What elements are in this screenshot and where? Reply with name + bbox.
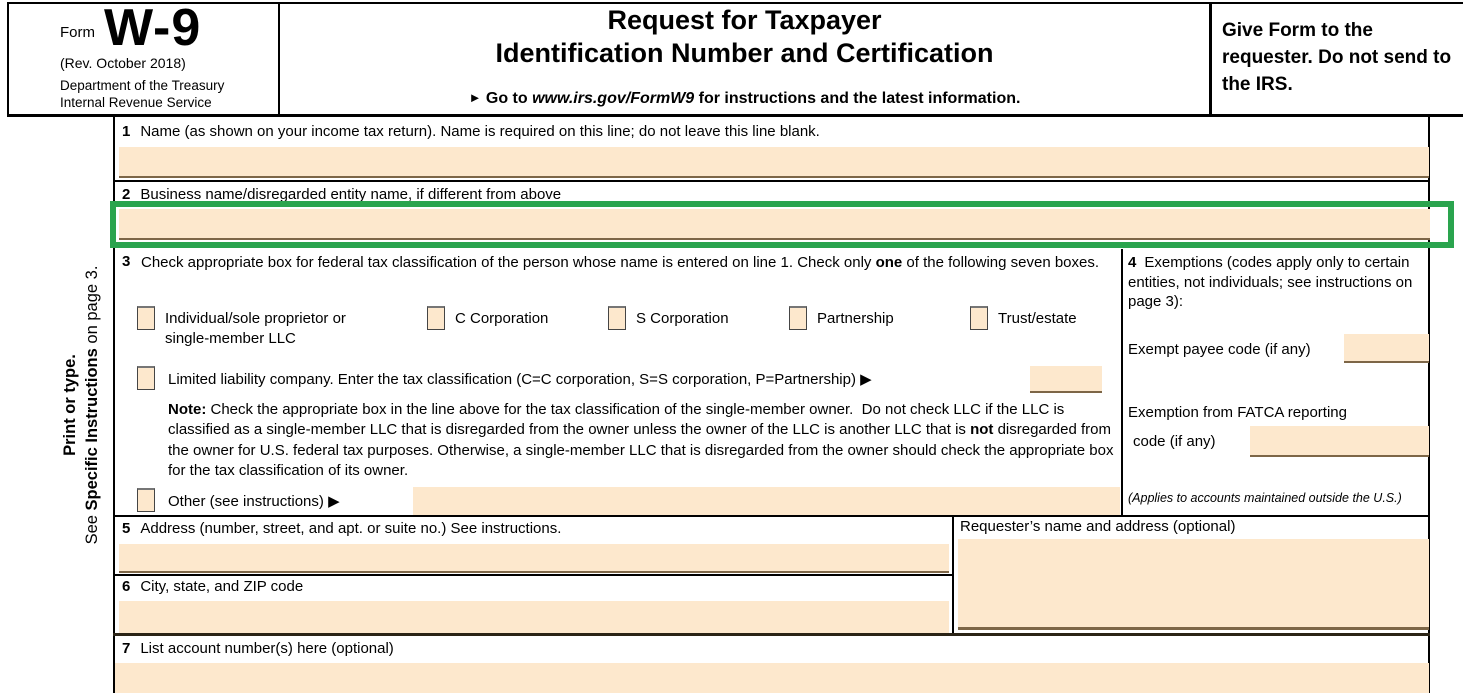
line3-label: Check appropriate box for federal tax classification of the person whose name is entered on line 1. Check only one of the following seven boxes. bbox=[141, 254, 1100, 271]
fatca-label-line2: code (if any) bbox=[1133, 433, 1216, 450]
option-partnership bbox=[789, 306, 894, 330]
llc-note: Note: Check the appropriate box in the line above for the tax classification of the single-member owner. Do not check LLC if the LLC is classified as a single-member LLC that is disregarded from the owner unless the owner of the LLC is another LLC that is not disregarded from the owner for U.S. federal tax purposes. Otherwise, a single-member LLC that is disregarded from the owner should check the appropriate box for the tax classification of its owner. bbox=[168, 401, 1114, 479]
individual-label: Individual/sole proprietor or single-member LLC bbox=[165, 310, 346, 347]
individual-checkbox[interactable] bbox=[137, 306, 155, 330]
row6-bottom-border bbox=[113, 633, 1430, 636]
row5-bottom-border bbox=[113, 574, 952, 576]
business-name-input[interactable] bbox=[119, 209, 1430, 240]
option-trust-estate bbox=[970, 306, 1077, 330]
form-title bbox=[280, 4, 1209, 70]
requester-divider bbox=[952, 517, 954, 636]
header-divider-2 bbox=[1209, 2, 1212, 115]
fatca-code-input[interactable] bbox=[1250, 426, 1429, 457]
s-corporation-checkbox[interactable] bbox=[608, 306, 626, 330]
line1-label: 1 Name (as shown on your income tax return). Name is required on this line; do not leave this line blank. bbox=[122, 123, 820, 140]
line5-label: 5 Address (number, street, and apt. or suite no.) See instructions. bbox=[122, 520, 562, 537]
c-corporation-label: C Corporation bbox=[455, 310, 549, 327]
name-input[interactable] bbox=[119, 147, 1429, 178]
fatca-label-line1: Exemption from FATCA reporting bbox=[1128, 404, 1347, 421]
line2-label: 2 Business name/disregarded entity name, if different from above bbox=[122, 186, 562, 203]
header-bottom-border bbox=[7, 114, 1463, 117]
row1-bottom-border bbox=[113, 180, 1430, 182]
llc-label: Limited liability company. Enter the tax classification (C=C corporation, S=S corporation, P=Partnership) ▶ bbox=[168, 371, 872, 388]
city-state-zip-input[interactable] bbox=[119, 601, 949, 633]
row3-bottom-border bbox=[113, 515, 1430, 517]
department-line: Department of the Treasury bbox=[60, 78, 225, 93]
other-input[interactable] bbox=[413, 487, 1120, 515]
applies-note: (Applies to accounts maintained outside the U.S.) bbox=[1128, 491, 1402, 505]
form-title-line1: Request for Taxpayer bbox=[607, 5, 882, 35]
llc-arrow-icon: ▶ bbox=[860, 371, 872, 388]
exempt-payee-code-input[interactable] bbox=[1344, 334, 1429, 363]
llc-classification-input[interactable] bbox=[1030, 366, 1102, 393]
llc-checkbox[interactable] bbox=[137, 366, 155, 390]
other-checkbox[interactable] bbox=[137, 488, 155, 512]
form-number: W-9 bbox=[104, 0, 202, 57]
goto-line: ► Go to www.irs.gov/FormW9 for instructions and the latest information. bbox=[468, 90, 1021, 107]
trust-estate-label: Trust/estate bbox=[998, 310, 1077, 327]
partnership-checkbox[interactable] bbox=[789, 306, 807, 330]
address-input[interactable] bbox=[119, 544, 949, 573]
irs-url-link[interactable]: www.irs.gov/FormW9 bbox=[532, 90, 695, 107]
trust-estate-checkbox[interactable] bbox=[970, 306, 988, 330]
form-title-line2: Identification Number and Certification bbox=[495, 38, 994, 68]
sidebar-vertical-text bbox=[59, 210, 105, 600]
option-s-corporation bbox=[608, 306, 729, 330]
requester-name-address-input[interactable] bbox=[958, 539, 1429, 630]
s-corporation-label: S Corporation bbox=[636, 310, 729, 327]
header-left-border bbox=[7, 2, 9, 115]
form-word: Form bbox=[60, 24, 95, 41]
print-or-type-label: Print or type. bbox=[61, 354, 79, 456]
c-corporation-checkbox[interactable] bbox=[427, 306, 445, 330]
exempt-payee-label: Exempt payee code (if any) bbox=[1128, 341, 1311, 358]
other-label: Other (see instructions) ▶ bbox=[168, 493, 340, 510]
partnership-label: Partnership bbox=[817, 310, 894, 327]
option-c-corporation bbox=[427, 306, 548, 330]
service-line: Internal Revenue Service bbox=[60, 95, 212, 110]
form-revision: (Rev. October 2018) bbox=[60, 55, 186, 71]
line3-number: 3 bbox=[122, 253, 131, 270]
right-arrow-icon: ► bbox=[468, 90, 482, 105]
line4-label: 4 Exemptions (codes apply only to certain entities, not individuals; see instructions on page 3): bbox=[1128, 254, 1413, 310]
other-arrow-icon: ▶ bbox=[328, 493, 340, 510]
exemptions-divider bbox=[1121, 249, 1123, 515]
see-instructions-label: See Specific Instructions on page 3. bbox=[83, 265, 101, 545]
requester-label: Requester’s name and address (optional) bbox=[960, 518, 1236, 535]
account-numbers-input[interactable] bbox=[115, 663, 1429, 693]
line7-label: 7 List account number(s) here (optional) bbox=[122, 640, 394, 657]
line6-label: 6 City, state, and ZIP code bbox=[122, 578, 304, 595]
give-form-notice: Give Form to the requester. Do not send to the IRS. bbox=[1222, 20, 1452, 95]
option-individual bbox=[137, 306, 369, 348]
